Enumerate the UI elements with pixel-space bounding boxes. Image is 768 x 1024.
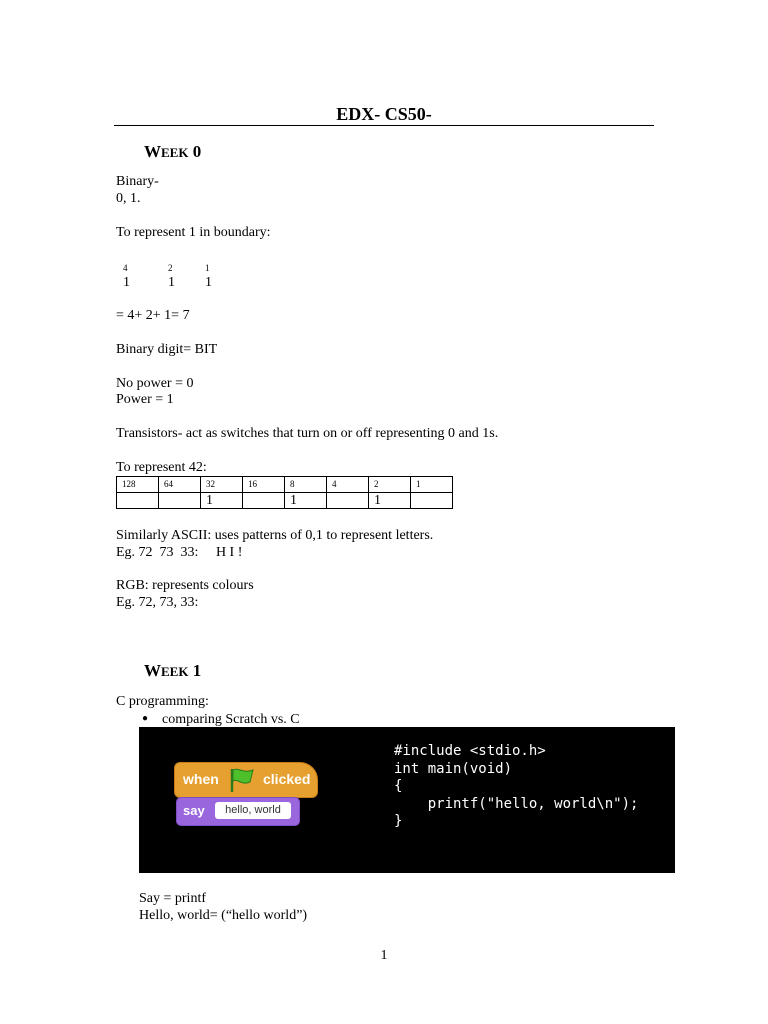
ascii-line: Similarly ASCII: uses patterns of 0,1 to represent letters. <box>116 528 434 543</box>
no-power-line: No power = 0 <box>116 376 194 391</box>
week0-heading: WEEK 0 <box>144 142 202 161</box>
table-cell: 1 <box>369 493 411 509</box>
table-value-row <box>117 493 453 509</box>
code-line: } <box>394 813 403 829</box>
table-cell: 1 <box>201 493 243 509</box>
scratch-say-label: say <box>183 803 205 818</box>
table-cell: 1 <box>411 477 453 493</box>
place-digit-4: 1 <box>123 275 130 290</box>
place-digit-1: 1 <box>205 275 212 290</box>
document-title: EDX- CS50- <box>336 104 432 124</box>
table-header-row <box>117 477 453 493</box>
say-line: Say = printf <box>139 891 206 906</box>
scratch-clicked-label: clicked <box>263 771 311 787</box>
table-cell <box>117 493 159 509</box>
hello-line: Hello, world= (“hello world”) <box>139 908 308 923</box>
scratch-when-label: when <box>183 771 219 787</box>
title-rule <box>114 125 654 126</box>
code-line: int main(void) <box>394 760 513 777</box>
bullet-text: comparing Scratch vs. C <box>162 712 300 727</box>
table-cell <box>159 493 201 509</box>
table-cell <box>327 493 369 509</box>
binary-values: 0, 1. <box>116 191 141 206</box>
power-line: Power = 1 <box>116 392 174 407</box>
table-cell: 2 <box>369 477 411 493</box>
page-number: 1 <box>380 948 388 963</box>
represent42-line: To represent 42: <box>116 460 207 475</box>
place-value-1: 1 <box>205 263 210 273</box>
transistors-line: Transistors- act as switches that turn on or off representing 0 and 1s. <box>116 426 499 441</box>
table-cell: 128 <box>117 477 159 493</box>
rgb-line: RGB: represents colours <box>116 578 254 593</box>
scratch-say-block <box>176 797 300 826</box>
sum-line: = 4+ 2+ 1= 7 <box>116 308 190 323</box>
table-cell: 64 <box>159 477 201 493</box>
table-cell: 4 <box>327 477 369 493</box>
scratch-say-input: hello, world <box>215 802 291 819</box>
table-cell <box>243 493 285 509</box>
green-flag-icon <box>227 767 257 793</box>
table-cell: 32 <box>201 477 243 493</box>
ascii-example: Eg. 72 73 33: H I ! <box>116 545 243 560</box>
place-value-2: 2 <box>168 263 173 273</box>
represent-line: To represent 1 in boundary: <box>116 225 271 240</box>
place-value-4: 4 <box>123 263 128 273</box>
table-cell: 16 <box>243 477 285 493</box>
c-code-listing <box>394 743 638 831</box>
week1-heading: WEEK 1 <box>144 661 202 680</box>
table-cell <box>411 493 453 509</box>
c-programming-line: C programming: <box>116 694 209 709</box>
table-cell: 1 <box>285 493 327 509</box>
code-line: { <box>394 778 403 794</box>
scratch-when-flag-block <box>174 762 318 798</box>
code-line: printf("hello, world\n"); <box>394 795 639 812</box>
bit-line: Binary digit= BIT <box>116 342 218 357</box>
place-digit-2: 1 <box>168 275 175 290</box>
code-line: #include <stdio.h> <box>394 743 546 759</box>
table-cell: 8 <box>285 477 327 493</box>
rgb-example: Eg. 72, 73, 33: <box>116 595 199 610</box>
binary-label: Binary- <box>116 174 159 189</box>
binary-42-table <box>116 476 453 509</box>
bullet-icon: ● <box>142 713 149 724</box>
